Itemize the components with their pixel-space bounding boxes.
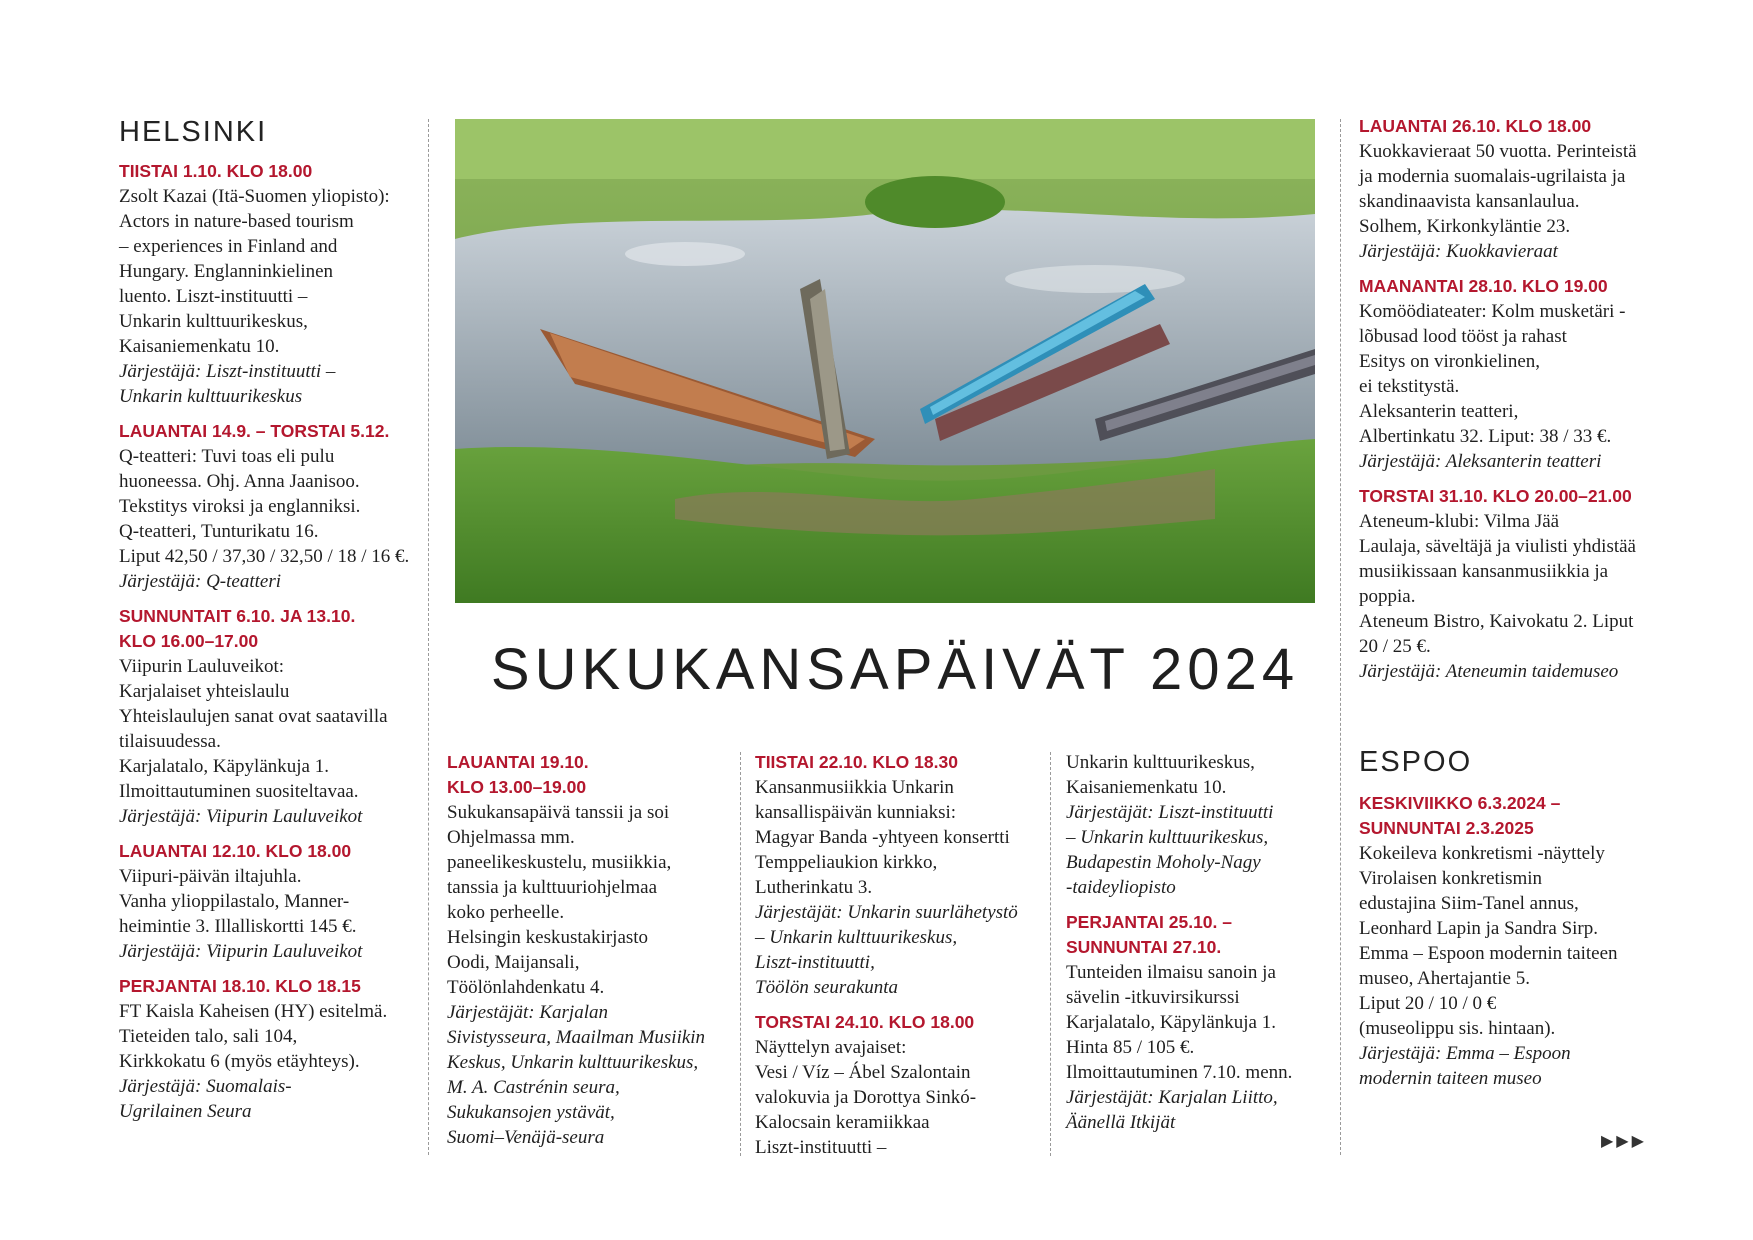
event-description: sävelin -itkuvirsikurssi xyxy=(1066,987,1240,1008)
event-item xyxy=(119,839,419,964)
event-description: tanssia ja kulttuuriohjelmaa xyxy=(447,877,658,898)
event-date: LAUANTAI 12.10. KLO 18.00 xyxy=(119,841,352,861)
event-description: Lutherinkatu 3. xyxy=(755,877,873,898)
event-description: Liszt-instituutti – xyxy=(755,1137,887,1158)
event-date: LAUANTAI 14.9. – TORSTAI 5.12. xyxy=(119,421,390,441)
event-description: Emma – Espoon modernin taiteen xyxy=(1359,943,1618,964)
event-date: KLO 13.00–19.00 xyxy=(447,777,587,797)
event-description: Aleksanterin teatteri, xyxy=(1359,401,1519,422)
event-organizer: Järjestäjät: Karjalan Liitto, xyxy=(1066,1087,1278,1108)
event-item xyxy=(119,419,419,594)
event-description: Zsolt Kazai (Itä-Suomen yliopisto): xyxy=(119,186,390,207)
event-description: Vesi / Víz – Ábel Szalontain xyxy=(755,1062,971,1083)
event-description: huoneessa. Ohj. Anna Jaanisoo. xyxy=(119,471,360,492)
event-organizer: Järjestäjät: Liszt-instituutti xyxy=(1066,802,1274,823)
event-description: Q-teatteri, Tunturikatu 16. xyxy=(119,521,319,542)
event-description: Tunteiden ilmaisu sanoin ja xyxy=(1066,962,1276,983)
column-divider xyxy=(740,752,741,1156)
event-description: museo, Ahertajantie 5. xyxy=(1359,968,1530,989)
event-description: (museolippu sis. hintaan). xyxy=(1359,1018,1556,1039)
event-organizer: Järjestäjä: Aleksanterin teatteri xyxy=(1359,451,1602,472)
event-organizer: -taideyliopisto xyxy=(1066,877,1176,898)
event-description: Unkarin kulttuurikeskus, xyxy=(1066,752,1255,773)
event-description: paneelikeskustelu, musiikkia, xyxy=(447,852,672,873)
event-description: Oodi, Maijansali, xyxy=(447,952,580,973)
event-description: Kirkkokatu 6 (myös etäyhteys). xyxy=(119,1051,360,1072)
event-description: Komöödiateater: Kolm musketäri - xyxy=(1359,301,1626,322)
espoo-column xyxy=(1359,746,1679,1101)
event-description: Karjalaiset yhteislaulu xyxy=(119,681,290,702)
event-organizer: Järjestäjä: Ateneumin taidemuseo xyxy=(1359,661,1619,682)
event-organizer: Järjestäjä: Emma – Espoon xyxy=(1359,1043,1571,1064)
lake-boats-photo xyxy=(455,119,1315,603)
event-description: heimintie 3. Illalliskortti 145 €. xyxy=(119,916,357,937)
column-divider xyxy=(428,119,429,1155)
event-organizer: Järjestäjä: Viipurin Lauluveikot xyxy=(119,941,363,962)
event-organizer: Järjestäjät: Karjalan xyxy=(447,1002,608,1023)
event-description: Kokeileva konkretismi -näyttely xyxy=(1359,843,1605,864)
event-organizer: Sivistysseura, Maailman Musiikin xyxy=(447,1027,706,1048)
event-description: Tieteiden talo, sali 104, xyxy=(119,1026,298,1047)
column-divider xyxy=(1050,752,1051,1156)
event-organizer: Järjestäjät: Unkarin suurlähetystö xyxy=(755,902,1018,923)
event-description: valokuvia ja Dorottya Sinkó- xyxy=(755,1087,977,1108)
event-description: tilaisuudessa. xyxy=(119,731,221,752)
event-description: Kansanmusiikkia Unkarin xyxy=(755,777,954,798)
event-description: Laulaja, säveltäjä ja viulisti yhdistää xyxy=(1359,536,1636,557)
city-heading-espoo: ESPOO xyxy=(1359,746,1473,778)
event-organizer: modernin taiteen museo xyxy=(1359,1068,1542,1089)
event-organizer: – Unkarin kulttuurikeskus, xyxy=(755,927,958,948)
event-item xyxy=(119,604,419,829)
event-description: Esitys on vironkielinen, xyxy=(1359,351,1541,372)
event-date: LAUANTAI 19.10. xyxy=(447,752,589,772)
event-description: Vanha ylioppilastalo, Manner- xyxy=(119,891,350,912)
event-description: Viipuri-päivän iltajuhla. xyxy=(119,866,302,887)
event-organizer: Sukukansojen ystävät, xyxy=(447,1102,615,1123)
event-description: kansallispäivän kunniaksi: xyxy=(755,802,957,823)
event-organizer: Suomi–Venäjä-seura xyxy=(447,1127,605,1148)
event-description: Hungary. Englanninkielinen xyxy=(119,261,334,282)
helsinki-column xyxy=(119,116,419,1134)
event-description: Liput 42,50 / 37,30 / 32,50 / 18 / 16 €. xyxy=(119,546,410,567)
event-organizer: Liszt-instituutti, xyxy=(755,952,875,973)
event-description: Q-teatteri: Tuvi toas eli pulu xyxy=(119,446,335,467)
event-description: ei tekstitystä. xyxy=(1359,376,1460,397)
event-organizer: Järjestäjä: Q-teatteri xyxy=(119,571,281,592)
event-description: koko perheelle. xyxy=(447,902,565,923)
program-column-2 xyxy=(447,750,732,1160)
event-organizer: Töölön seurakunta xyxy=(755,977,899,998)
event-description: Ateneum-klubi: Vilma Jää xyxy=(1359,511,1560,532)
event-description: Kaisaniemenkatu 10. xyxy=(1066,777,1227,798)
event-organizer: Järjestäjä: Viipurin Lauluveikot xyxy=(119,806,363,827)
event-description: Helsingin keskustakirjasto xyxy=(447,927,649,948)
event-description: Albertinkatu 32. Liput: 38 / 33 €. xyxy=(1359,426,1612,447)
event-description: Actors in nature-based tourism xyxy=(119,211,354,232)
event-item xyxy=(1066,750,1336,900)
event-description: Karjalatalo, Käpylänkuja 1. xyxy=(1066,1012,1276,1033)
event-description: Ilmoittautuminen 7.10. menn. xyxy=(1066,1062,1293,1083)
event-organizer: Keskus, Unkarin kulttuurikeskus, xyxy=(447,1052,699,1073)
event-description: Viipurin Lauluveikot: xyxy=(119,656,285,677)
event-description: lõbusad lood tööst ja rahast xyxy=(1359,326,1567,347)
event-item xyxy=(755,750,1055,1000)
event-description: – experiences in Finland and xyxy=(119,236,338,257)
event-description: musiikissaan kansanmusiikkia ja xyxy=(1359,561,1609,582)
event-description: Tekstitys viroksi ja englanniksi. xyxy=(119,496,361,517)
event-item xyxy=(755,1010,1055,1160)
event-date: TIISTAI 22.10. KLO 18.30 xyxy=(755,752,958,772)
event-item xyxy=(1359,791,1679,1091)
event-description: Leonhard Lapin ja Sandra Sirp. xyxy=(1359,918,1599,939)
event-item xyxy=(1066,910,1336,1135)
event-item xyxy=(1359,484,1679,684)
event-item xyxy=(119,159,419,409)
event-date: MAANANTAI 28.10. KLO 19.00 xyxy=(1359,276,1608,296)
event-organizer: Järjestäjä: Liszt-instituutti – xyxy=(119,361,336,382)
event-description: Magyar Banda -yhtyeen konsertti xyxy=(755,827,1010,848)
event-organizer: – Unkarin kulttuurikeskus, xyxy=(1066,827,1269,848)
event-description: Ateneum Bistro, Kaivokatu 2. Liput xyxy=(1359,611,1634,632)
event-organizer: Järjestäjä: Suomalais- xyxy=(119,1076,292,1097)
event-description: Unkarin kulttuurikeskus, xyxy=(119,311,308,332)
event-description: Ohjelmassa mm. xyxy=(447,827,575,848)
event-organizer: Budapestin Moholy-Nagy xyxy=(1066,852,1261,873)
event-organizer: Ugrilainen Seura xyxy=(119,1101,252,1122)
event-date: SUNNUNTAIT 6.10. JA 13.10. xyxy=(119,606,356,626)
page-title: SUKUKANSAPÄIVÄT 2024 xyxy=(490,637,1300,702)
event-item xyxy=(1359,114,1679,264)
event-date: SUNNUNTAI 2.3.2025 xyxy=(1359,818,1534,838)
event-date: SUNNUNTAI 27.10. xyxy=(1066,937,1222,957)
program-column-4 xyxy=(1066,750,1336,1145)
event-description: Temppeliaukion kirkko, xyxy=(755,852,938,873)
event-date: TORSTAI 31.10. KLO 20.00–21.00 xyxy=(1359,486,1632,506)
program-column-5 xyxy=(1359,114,1679,694)
event-date: KESKIVIIKKO 6.3.2024 – xyxy=(1359,793,1561,813)
event-date: TIISTAI 1.10. KLO 18.00 xyxy=(119,161,313,181)
event-description: luento. Liszt-instituutti – xyxy=(119,286,308,307)
event-description: Töölönlahdenkatu 4. xyxy=(447,977,605,998)
event-description: Yhteislaulujen sanat ovat saatavilla xyxy=(119,706,388,727)
event-description: Ilmoittautuminen suositeltavaa. xyxy=(119,781,359,802)
event-description: Kalocsain keramiikkaa xyxy=(755,1112,930,1133)
event-date: LAUANTAI 26.10. KLO 18.00 xyxy=(1359,116,1592,136)
event-organizer: M. A. Castrénin seura, xyxy=(447,1077,620,1098)
event-date: KLO 16.00–17.00 xyxy=(119,631,259,651)
event-description: ja modernia suomalais-ugrilaista ja xyxy=(1359,166,1626,187)
program-column-3 xyxy=(755,750,1055,1170)
event-description: Solhem, Kirkonkyläntie 23. xyxy=(1359,216,1571,237)
event-date: TORSTAI 24.10. KLO 18.00 xyxy=(755,1012,975,1032)
event-item xyxy=(1359,274,1679,474)
event-description: poppia. xyxy=(1359,586,1416,607)
event-description: Liput 20 / 10 / 0 € xyxy=(1359,993,1497,1014)
event-organizer: Äänellä Itkijät xyxy=(1066,1112,1176,1133)
event-description: Kuokkavieraat 50 vuotta. Perinteistä xyxy=(1359,141,1637,162)
event-organizer: Unkarin kulttuurikeskus xyxy=(119,386,303,407)
event-description: Kaisaniemenkatu 10. xyxy=(119,336,280,357)
event-description: Virolaisen konkretismin xyxy=(1359,868,1543,889)
photo-image xyxy=(455,119,1315,603)
event-description: edustajina Siim-Tanel annus, xyxy=(1359,893,1579,914)
event-description: Karjalatalo, Käpylänkuja 1. xyxy=(119,756,329,777)
city-heading-helsinki: HELSINKI xyxy=(119,116,268,148)
event-organizer: Järjestäjä: Kuokkavieraat xyxy=(1359,241,1558,262)
event-description: FT Kaisla Kaheisen (HY) esitelmä. xyxy=(119,1001,388,1022)
event-description: skandinaavista kansanlaulua. xyxy=(1359,191,1580,212)
next-page-arrows-icon: ▶▶▶ xyxy=(1601,1131,1647,1150)
event-description: Hinta 85 / 105 €. xyxy=(1066,1037,1195,1058)
event-description: Näyttelyn avajaiset: xyxy=(755,1037,907,1058)
event-item xyxy=(447,750,732,1150)
event-description: 20 / 25 €. xyxy=(1359,636,1431,657)
event-item xyxy=(119,974,419,1124)
event-date: PERJANTAI 18.10. KLO 18.15 xyxy=(119,976,361,996)
event-description: Sukukansapäivä tanssii ja soi xyxy=(447,802,670,823)
column-divider xyxy=(1340,119,1341,1155)
event-date: PERJANTAI 25.10. – xyxy=(1066,912,1232,932)
